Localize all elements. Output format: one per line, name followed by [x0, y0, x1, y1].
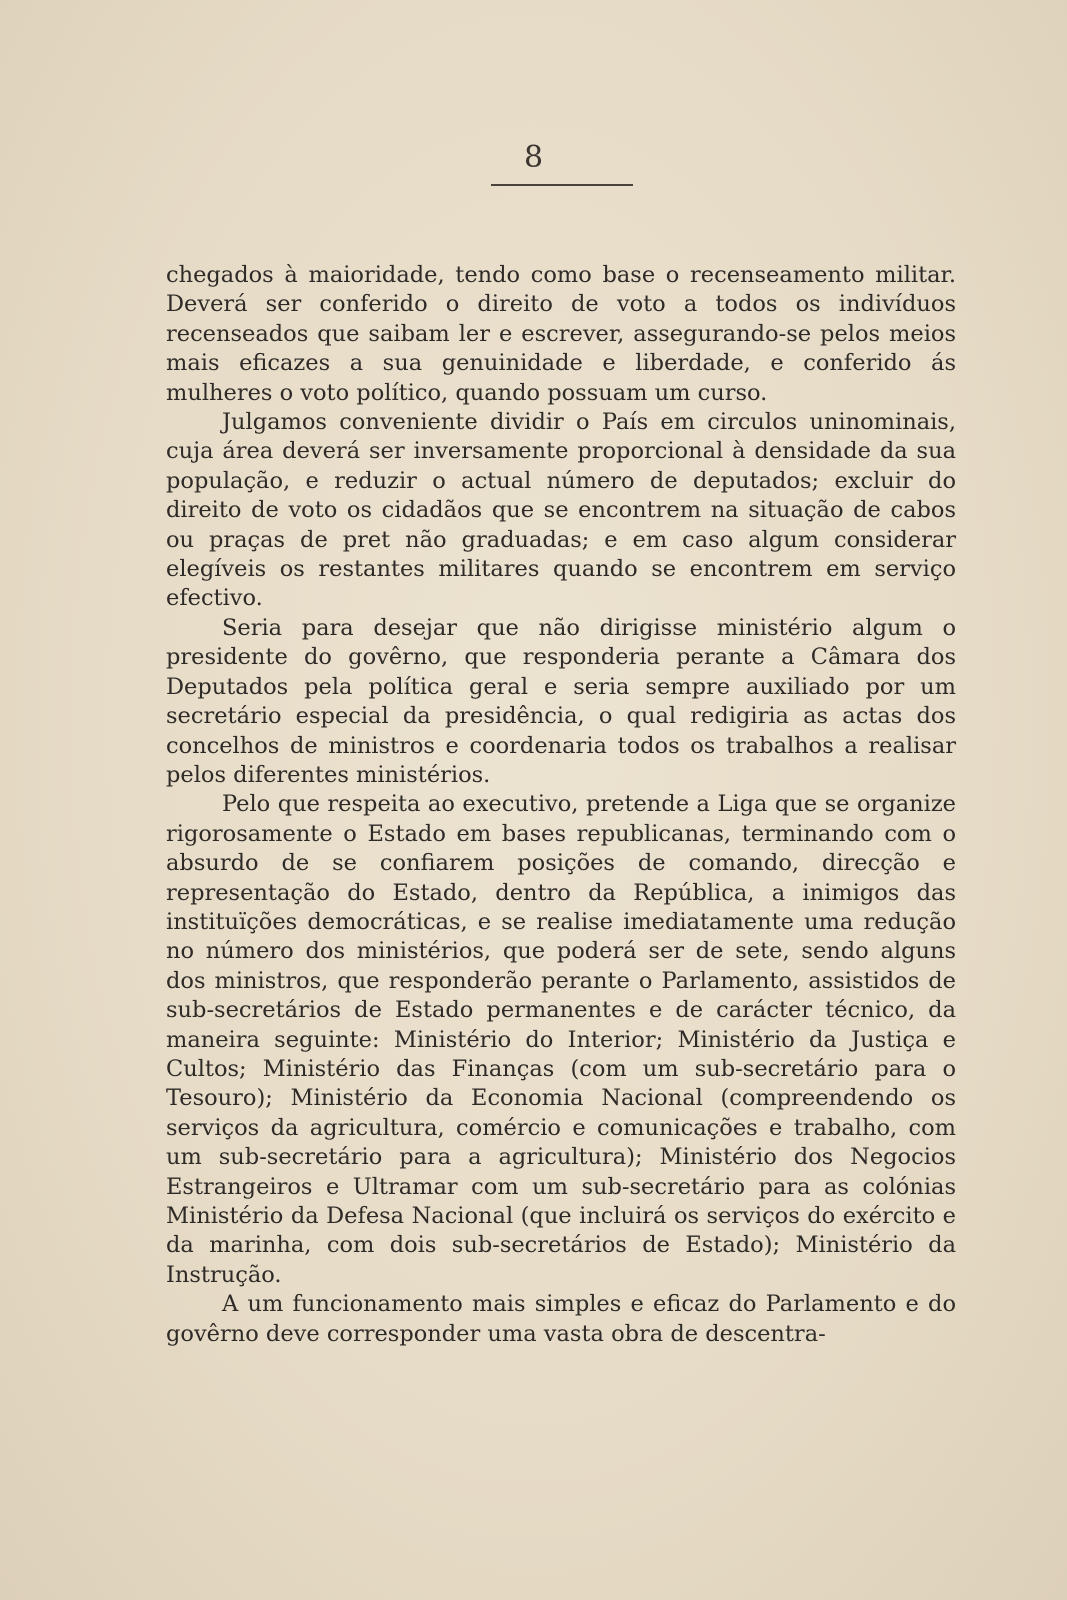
- paragraph-electoral-circles: Julgamos conveniente dividir o País em circulos uninominais, cuja área deverá ser inversamente proporcional à densidade da sua população, e reduzir o actual número de deputados; excluir do direito de voto os cidadãos que se encontrem na situação de cabos ou praças de pret não graduadas; e em caso algum considerar elegíveis os restantes militares quando se encontrem em serviço efectivo.: [166, 409, 956, 612]
- paragraph-executive-ministries: Pelo que respeita ao executivo, pretende a Liga que se organize rigorosamente o Estado em bases republicanas, terminando com o absurdo de se confiarem posições de comando, direcção e representação do Estado, dentro da República, a inimigos das instituïções democráticas, e se realise imediatamente uma redução no número dos ministérios, que poderá ser de sete, sendo alguns dos ministros, que responderão perante o Parlamento, assistidos de sub-secretários de Estado permanentes e de carácter técnico, da maneira seguinte: Ministério do Interior; Ministério da Justiça e Cultos; Ministério das Finanças (com um sub-secretário para o Tesouro); Ministério da Economia Nacional (compreendendo os serviços da agricultura, comércio e comunicações e trabalho, com um sub-secretário para a agricultura); Ministério dos Negocios Estrangeiros e Ultramar com um sub-secretário para as colónias Ministério da Defesa Nacional (que incluirá os serviços do exército e da marinha, com dois sub-secretários de Estado); Ministério da Instrução.: [166, 791, 956, 1288]
- page-number: 8: [523, 140, 544, 175]
- body-text: [166, 261, 956, 1349]
- paragraph-continuation: chegados à maioridade, tendo como base o recenseamento militar. Deverá ser conferido o direito de voto a todos os indivíduos recenseados que saibam ler e escrever, assegurando-se pelos meios mais eficazes a sua genuinidade e liberdade, e conferido ás mulheres o voto político, quando possuam um curso.: [166, 262, 956, 406]
- paragraph-decentralization: A um funcionamento mais simples e eficaz do Parlamento e do govêrno deve corresponder uma vasta obra de descentra-: [166, 1291, 956, 1347]
- paragraph-government-president: Seria para desejar que não dirigisse ministério algum o presidente do govêrno, que responderia perante a Câmara dos Deputados pela política geral e seria sempre auxiliado por um secretário especial da presidência, o qual redigiria as actas dos concelhos de ministros e coordenaria todos os trabalhos a realisar pelos diferentes ministérios.: [166, 614, 956, 788]
- page-number-rule: [491, 184, 633, 186]
